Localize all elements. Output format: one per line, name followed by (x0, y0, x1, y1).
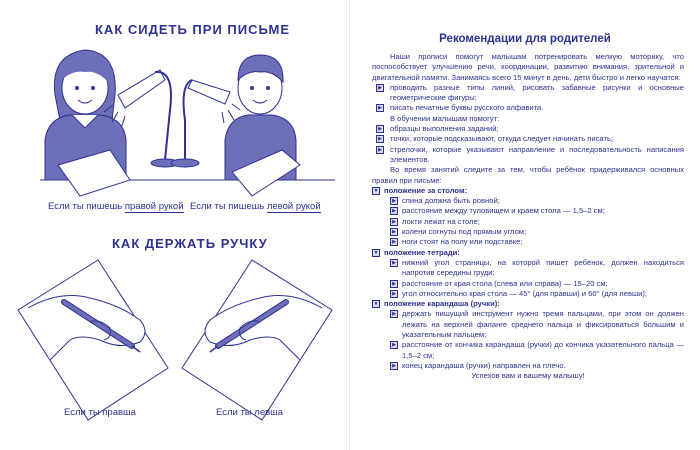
list-item (372, 103, 684, 113)
intro-paragraph: Наши прописи помогут малышам потренировать мелкую моторику, что поспособствует улучшению речи, координации, развитию внимания, зрительной и двигательной памяти. Занимаясь всего 15 минут в день, дети быстро и легко научатся: (372, 52, 684, 82)
arrow-box-icon: ▶ (390, 238, 398, 246)
parents-recommendations-title: Рекомендации для родителей (439, 33, 611, 45)
list-item (372, 124, 684, 134)
arrow-box-icon: ▶ (376, 104, 384, 112)
list-item (372, 206, 684, 216)
arrow-box-icon: ▶ (376, 125, 384, 133)
arrow-box-icon: ▶ (390, 259, 398, 267)
arrow-box-icon: ▶ (390, 197, 398, 205)
list-item (372, 279, 684, 289)
arrow-box-icon: ▶ (390, 290, 398, 298)
watch-intro: Во время занятий следите за тем, чтобы ребёнок придерживался основных правил при письме: (372, 165, 684, 185)
section-title-text: положение за столом: (384, 185, 468, 195)
arrow-box-icon: ▼ (373, 187, 379, 194)
list-item (372, 258, 684, 279)
section-title (372, 248, 684, 258)
arrow-box-icon: ▶ (390, 218, 398, 226)
arrow-box-icon: ▼ (373, 249, 379, 256)
list-item (372, 134, 684, 144)
list-item-text: расстояние от края стола (слева или справа) — 15–20 см; (402, 278, 608, 288)
help-intro: В обучении малышам помогут: (390, 113, 500, 123)
heading-how-to-hold-pen: КАК ДЕРЖАТЬ РУЧКУ (112, 236, 268, 251)
arrow-box-icon: ▶ (390, 207, 398, 215)
list-item-text: нижний угол страницы, на которой пишет ребёнок, должен находиться напротив середины груди; (402, 257, 684, 278)
list-item (372, 145, 684, 166)
caption-left-hand (190, 201, 321, 212)
section-title (372, 299, 684, 309)
recommendations-text (372, 52, 684, 382)
list-item-text: держать пишущий инструмент нужно тремя пальцами, при этом он должен лежать на верхней фаланге среднего пальца и фиксироваться большим и указательным пальцем; (402, 309, 684, 340)
list-item (372, 340, 684, 361)
section-title-text: положение тетради: (384, 247, 460, 257)
list-item-text: писать печатные буквы русского алфавита. (390, 103, 544, 113)
arrow-box-icon: ▶ (390, 341, 398, 349)
right-hand-sheet (18, 260, 168, 420)
section-title (372, 186, 684, 196)
list-item-text: колени согнуты под прямым углом; (402, 227, 527, 237)
arrow-box-icon: ▶ (390, 362, 398, 370)
list-item-text: локти лежат на столе; (402, 216, 480, 226)
caption-right-hand-prefix: Если ты пишешь (48, 201, 125, 212)
caption-right-hand (48, 201, 184, 212)
caption-lefthanded: Если ты левша (216, 407, 284, 418)
list-item-text: спина должна быть ровной; (402, 196, 500, 206)
right-page (350, 0, 700, 450)
list-item (372, 196, 684, 206)
arrow-box-icon: ▶ (376, 146, 384, 154)
list-item (372, 227, 684, 237)
list-item-text: ноги стоят на полу или подставке; (402, 237, 523, 247)
arrow-box-icon: ▶ (390, 228, 398, 236)
pen-holding-illustration (0, 250, 350, 430)
heading-how-to-sit: КАК СИДЕТЬ ПРИ ПИСЬМЕ (95, 22, 290, 37)
section-title-text: положение карандаша (ручки): (384, 299, 500, 309)
list-item (372, 361, 684, 371)
list-item (372, 217, 684, 227)
list-item-text: стрелочки, которые указывают направление и последовательность написания элементов. (390, 144, 684, 164)
arrow-box-icon: ▼ (373, 301, 379, 308)
caption-left-hand-highlight: левой рукой (266, 201, 321, 212)
left-hand-sheet (182, 260, 332, 420)
caption-left-hand-prefix: Если ты пишешь (190, 201, 267, 212)
list-item-text: расстояние между туловищем и краем стола — 1,5–2 см; (402, 206, 605, 216)
list-item (372, 289, 684, 299)
list-item-text: конец карандаша (ручки) направлен на плечо. (402, 360, 566, 370)
list-item (372, 237, 684, 247)
list-item-text: точки, которые подсказывают, откуда следует начинать писать; (390, 134, 614, 144)
arrow-box-icon: ▶ (376, 135, 384, 143)
closing-wish: Успехов вам и вашему малышу! (471, 371, 585, 381)
arrow-box-icon: ▶ (390, 310, 398, 318)
list-item (372, 83, 684, 104)
arrow-box-icon: ▶ (390, 280, 398, 288)
list-item-text: расстояние от кончика карандаша (ручки) до кончика указательного пальца — 1,5–2 см; (402, 340, 684, 360)
list-item-text: проводить разные типы линий, рисовать забавные рисунки и основные геометрические фигуры; (390, 82, 684, 103)
list-item-text: угол относительно края стола — 45° (для правши) и 60° (для левши); (402, 288, 647, 298)
sitting-illustration (0, 0, 350, 200)
list-item (372, 309, 684, 340)
caption-righthanded: Если ты правша (64, 407, 136, 418)
caption-right-hand-highlight: правой рукой (124, 201, 184, 212)
list-item-text: образцы выполнения заданий; (390, 124, 499, 134)
arrow-box-icon: ▶ (376, 84, 384, 92)
